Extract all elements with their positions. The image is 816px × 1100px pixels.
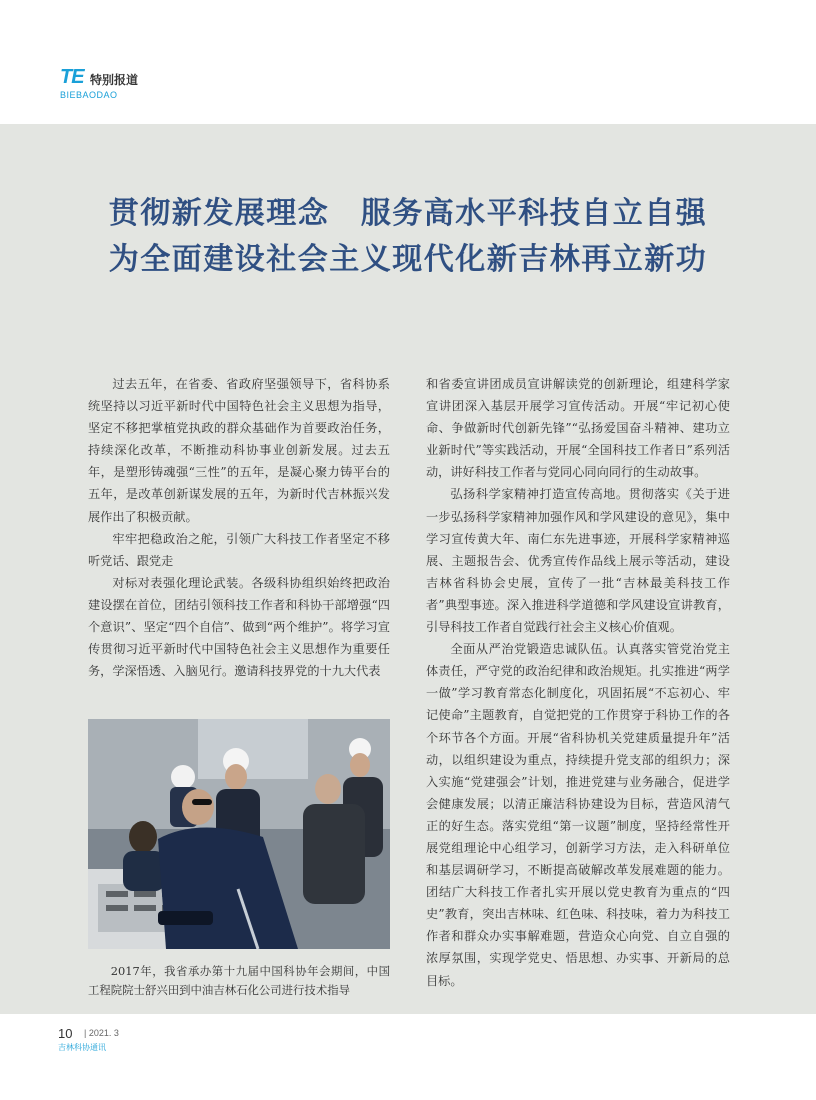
article-photo xyxy=(88,719,390,949)
photo-caption: 2017年，我省承办第十九届中国科协年会期间，中国工程院院士舒兴田到中油吉林石化公司进行技术指导 xyxy=(88,964,390,997)
article-title-line-1: 贯彻新发展理念 服务高水平科技自立自强 xyxy=(108,196,708,231)
article-title-line-2: 为全面建设社会主义现代化新吉林再立新功 xyxy=(108,242,708,277)
photo-illustration xyxy=(88,719,390,949)
magazine-name: 吉林科协通讯 xyxy=(58,1043,106,1052)
issue-number: | 2021. 3 xyxy=(84,1028,119,1038)
paragraph: 对标对表强化理论武装。各级科协组织始终把政治建设摆在首位，团结引领科技工作者和科协干部增强“四个意识”、坚定“四个自信”、做到“两个维护”。将学习宣传贯彻习近平新时代中国特色社会主义思想作为重要任务，学深悟透、入脑见行。邀请科技界党的十九大代表 xyxy=(88,575,390,679)
paragraph: 和省委宣讲团成员宣讲解读党的创新理论，组建科学家宣讲团深入基层开展学习宣传活动。开展“牢记初心使命、争做新时代创新先锋”“弘扬爱国奋斗精神、建功立业新时代”等实践活动，开展“全国科技工作者日”系列活动，讲好科技工作者与党同心同向同行的生动故事。 xyxy=(426,377,730,480)
paragraph: 全面从严治党锻造忠诚队伍。认真落实管党治党主体责任，严守党的政治纪律和政治规矩。扎实推进“两学一做”学习教育常态化制度化，巩固拓展“不忘初心、牢记使命”主题教育，自觉把党的工作贯穿于科协工作的各个环节各个方面。开展“省科协机关党建质量提升年”活动，以组织建设为重点，持续提升党支部的组织力；深入实施“党建强会”计划，推进党建与业务融合，促进学会健康发展；以清正廉洁科协建设为目标，营造风清气正的好生态。落实党组“第一议题”制度，坚持经常性开展党组理论中心组学习，创新学习方法，走入科研单位和基层调研学习，不断提高破解改革发展难题的能力。团结广大科技工作者扎实开展以党史教育为重点的“四史”教育，突出吉林味、红色味、科技味，着力为科技工作者和群众办实事解难题，营造众心向党、自立自强的浓厚氛围，实现学党史、悟思想、办实事、开新局的总目标。 xyxy=(426,642,730,988)
section-title: 特别报道 xyxy=(90,73,139,87)
subheading: 牢牢把稳政治之舵，引领广大科技工作者坚定不移听党话、跟党走 xyxy=(88,531,390,568)
paragraph: 过去五年，在省委、省政府坚强领导下，省科协系统坚持以习近平新时代中国特色社会主义思想为指导，坚定不移把掌植党执政的群众基础作为首要政治任务，持续深化改革，不断推动科协事业创新发展。过去五年，是塑形铸魂强“三性”的五年，是凝心聚力铸平台的五年，是改革创新谋发展的五年，为新时代吉林振兴发展作出了积极贡献。 xyxy=(88,377,390,524)
page-header xyxy=(60,66,260,106)
page-number: 10 xyxy=(58,1026,73,1041)
magazine-logo: TE xyxy=(60,66,84,88)
section-title-pinyin: BIEBAODAO xyxy=(60,90,118,100)
right-column xyxy=(426,373,730,992)
page-footer xyxy=(58,1026,258,1056)
left-column xyxy=(88,373,390,682)
paragraph: 弘扬科学家精神打造宣传高地。贯彻落实《关于进一步弘扬科学家精神加强作风和学风建设的意见》，集中学习宣传黄大年、南仁东先进事迹，开展科学家精神巡展、主题报告会、优秀宣传作品线上展示等活动，建设吉林省科协会史展，宣传了一批“吉林最美科技工作者”典型事迹。深入推进科学道德和学风建设宣讲教育，引导科技工作者自觉践行社会主义核心价值观。 xyxy=(426,487,730,635)
